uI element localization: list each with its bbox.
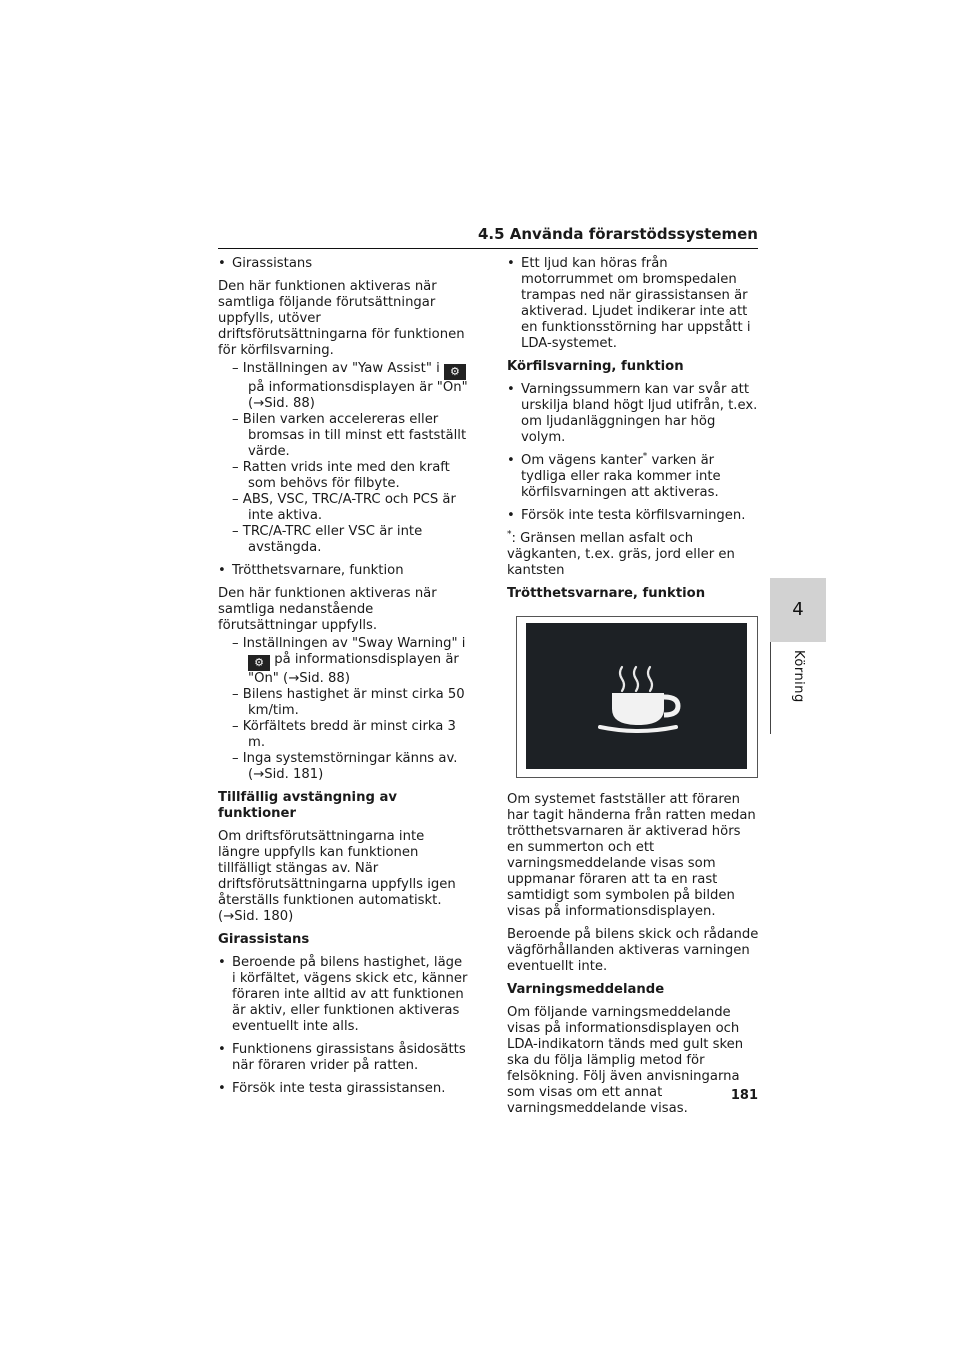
paragraph: Om driftsförutsättningarna inte längre uppfylls kan funktionen tillfälligt stängas av. När driftsförutsättningarna uppfylls igen återställs funktionen automatiskt. (→Sid. 180): [218, 829, 456, 924]
condition-text: Ratten vrids inte med den kraft som behövs för filbyte.: [242, 460, 450, 491]
list-item: • Beroende på bilens hastighet, läge i körfältet, vägens skick etc, känner föraren inte alltid av att funktionen är aktiv, eller funktionen aktiveras eventuellt inte alls.: [218, 955, 468, 1034]
condition-item: – Bilens hastighet är minst cirka 50 km/tim.: [232, 687, 465, 718]
bullet-text: Varningssummern kan var svår att urskilja bland högt ljud utifrån, t.ex. om ljudanläggningen har hög volym.: [521, 382, 758, 445]
paragraph: Om systemet fastställer att föraren har tagit händerna från ratten medan trötthetsvarnaren är aktiverad hörs en summerton och ett varningsmeddelande visas som uppmanar föraren att ta en rast samtidigt som symbolen på bilden visas på informationsdisplayen.: [507, 792, 756, 919]
condition-item: – ABS, VSC, TRC/A-TRC och PCS är inte aktiva.: [232, 492, 456, 523]
condition-text: Bilen varken accelereras eller bromsas in till minst ett fastställt värde.: [242, 412, 467, 459]
list-item: • Ett ljud kan höras från motorrummet om bromspedalen trampas ned när girassistansen är aktiverad. Ljudet indikerar inte att en funktionsstörning har uppstått i LDA-systemet.: [507, 256, 751, 351]
paragraph: Beroende på bilens skick och rådande vägförhållanden aktiveras varningen eventuellt inte.: [507, 927, 759, 974]
section-title: 4.5 Använda förarstödssystemen: [477, 225, 758, 243]
heading: Trötthetsvarnare, funktion: [507, 586, 706, 601]
coffee-cup-icon: [526, 623, 747, 769]
bullet-text: Girassistans: [232, 256, 313, 271]
bullet-text: Om vägens kanter: [521, 453, 643, 468]
condition-text: på informationsdisplayen är "On" (→Sid. 88): [248, 652, 459, 686]
condition-text: Bilens hastighet är minst cirka 50 km/tim.: [242, 687, 465, 718]
condition-item: – Ratten vrids inte med den kraft som behövs för filbyte.: [232, 460, 450, 491]
bullet-text: Trötthetsvarnare, funktion: [232, 563, 404, 578]
list-item: • Funktionens girassistans åsidosätts när föraren vrider på ratten.: [218, 1042, 466, 1073]
condition-item: – Bilen varken accelereras eller bromsas in till minst ett fastställt värde.: [232, 412, 467, 459]
list-item: • Varningssummern kan var svår att urskilja bland högt ljud utifrån, t.ex. om ljudanläggningen har hög volym.: [507, 382, 758, 445]
page-header: [218, 224, 758, 249]
gear-icon: ⚙: [444, 364, 466, 380]
display-screen: [526, 623, 747, 769]
bullet-text: Beroende på bilens hastighet, läge i körfältet, vägens skick etc, känner föraren inte alltid av att funktionen är aktiv, eller funktionen aktiveras eventuellt inte alls.: [232, 955, 468, 1034]
list-item: • Försök inte testa girassistansen.: [218, 1081, 446, 1096]
gear-icon: ⚙: [248, 655, 270, 671]
condition-text: på informationsdisplayen är "On" (→Sid. 88): [248, 380, 468, 411]
condition-item: – Inga systemstörningar känns av. (→Sid. 181): [232, 751, 458, 782]
heading: Girassistans: [218, 932, 310, 947]
heading: Körfilsvarning, funktion: [507, 359, 684, 374]
bullet-text: Försök inte testa girassistansen.: [232, 1081, 446, 1096]
footnote: [507, 531, 759, 579]
condition-list: [218, 636, 468, 783]
condition-text: Inga systemstörningar känns av. (→Sid. 181): [242, 751, 458, 782]
footnote-mark: *: [642, 451, 648, 462]
chapter-tab: [770, 578, 826, 642]
paragraph: Den här funktionen aktiveras när samtliga följande förutsättningar uppfylls, utöver driftsförutsättningarna för funktionen för körfilsvarning.: [218, 279, 465, 358]
condition-text: Körfältets bredd är minst cirka 3 m.: [242, 719, 456, 750]
list-item: • Om vägens kanter* varken är tydliga eller raka kommer inte körfilsvarningen att aktiveras.: [507, 451, 721, 500]
bullet-girassistans: • Girassistans: [218, 256, 313, 271]
condition-text: Inställningen av "Sway Warning" i: [242, 636, 466, 651]
right-column: [507, 256, 759, 1124]
footnote-text: : Gränsen mellan asfalt och vägkanten, t.ex. gräs, jord eller en kantsten: [507, 531, 735, 578]
left-column: [218, 256, 468, 1104]
footnote-mark: *: [507, 529, 512, 540]
chapter-number: 4: [792, 599, 804, 620]
figure-frame: [516, 616, 758, 778]
heading: Tillfällig avstängning av funktioner: [218, 790, 397, 821]
condition-text: TRC/A-TRC eller VSC är inte avstängda.: [242, 524, 423, 555]
bullet-text: varken är tydliga eller raka kommer inte körfilsvarningen att aktiveras.: [521, 453, 721, 500]
bullet-text: Ett ljud kan höras från motorrummet om bromspedalen trampas ned när girassistansen är aktiverad. Ljudet indikerar inte att en funktionsstörning har uppstått i LDA-systemet.: [521, 256, 751, 351]
chapter-label: Körning: [791, 650, 806, 703]
chapter-divider: [770, 642, 771, 734]
condition-list: [218, 361, 468, 556]
paragraph: Den här funktionen aktiveras när samtliga nedanstående förutsättningar uppfylls.: [218, 586, 437, 633]
bullet-text: Funktionens girassistans åsidosätts när föraren vrider på ratten.: [232, 1042, 466, 1073]
list-item: • Försök inte testa körfilsvarningen.: [507, 508, 746, 523]
condition-text: ABS, VSC, TRC/A-TRC och PCS är inte aktiva.: [242, 492, 456, 523]
page-number: 181: [730, 1088, 758, 1103]
heading: Varningsmeddelande: [507, 982, 665, 997]
condition-item: – Körfältets bredd är minst cirka 3 m.: [232, 719, 456, 750]
condition-item: – Inställningen av "Yaw Assist" i ⚙ på informationsdisplayen är "On" (→Sid. 88): [232, 361, 468, 411]
paragraph: Om följande varningsmeddelande visas på informationsdisplayen och LDA-indikatorn tänds med gult sken ska du följa lämplig metod för felsökning. Följ även anvisningarna som visas om ett annat varningsmeddelande visas.: [507, 1005, 744, 1116]
condition-item: – TRC/A-TRC eller VSC är inte avstängda.: [232, 524, 423, 555]
bullet-trotthet: • Trötthetsvarnare, funktion: [218, 563, 404, 578]
bullet-text: Försök inte testa körfilsvarningen.: [521, 508, 746, 523]
condition-text: Inställningen av "Yaw Assist" i: [242, 361, 440, 376]
condition-item: – Inställningen av "Sway Warning" i ⚙ på informationsdisplayen är "On" (→Sid. 88): [232, 636, 466, 686]
